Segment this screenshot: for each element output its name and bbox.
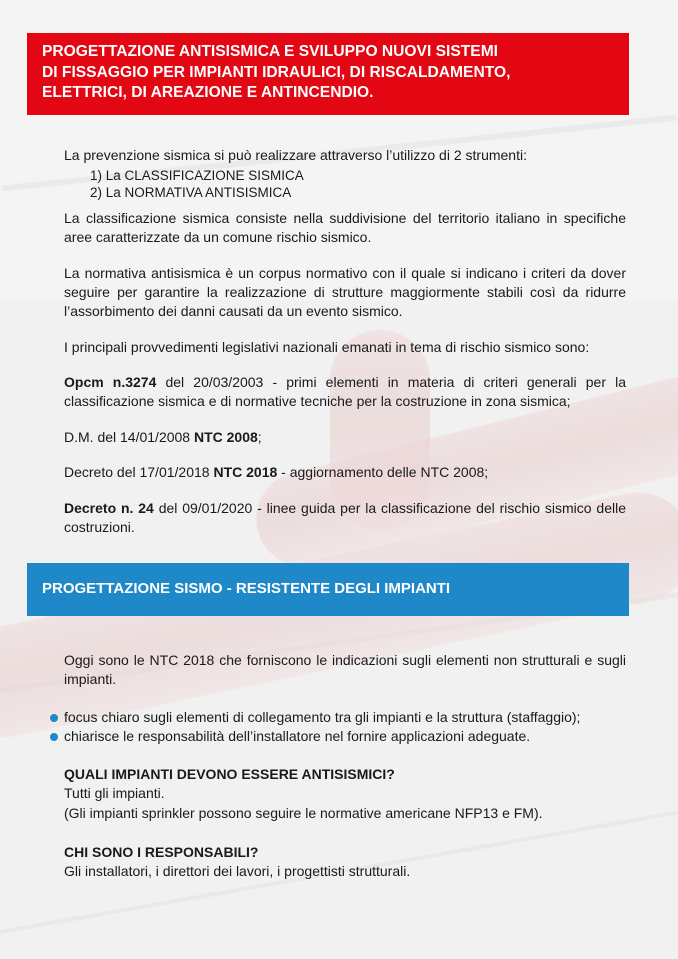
tool-item: 2) La NORMATIVA ANTISISMICA xyxy=(90,185,292,200)
header-line-2: DI FISSAGGIO PER IMPIANTI IDRAULICI, DI RISCALDAMENTO, xyxy=(42,63,511,81)
answer-line: Gli installatori, i direttori dei lavori, i progettisti strutturali. xyxy=(64,863,411,879)
provvedimento-text: del 20/03/2003 - primi elementi in materia di criteri generali per la classificazione sismica e di normative tecniche per la costruzione in zona sismica; xyxy=(64,374,626,409)
tools-list xyxy=(90,167,304,201)
section-title: PROGETTAZIONE SISMO - RESISTENTE DEGLI IMPIANTI xyxy=(42,580,451,597)
provvedimento-bold: Decreto n. 24 xyxy=(64,500,154,516)
intro-paragraph: La prevenzione sismica si può realizzare attraverso l’utilizzo di 2 strumenti: xyxy=(64,147,527,163)
bullet-dot-icon xyxy=(50,733,58,741)
bullet-text: chiarisce le responsabilità dell’installatore nel fornire applicazioni adeguate. xyxy=(64,728,531,744)
tool-item: 1) La CLASSIFICAZIONE SISMICA xyxy=(90,168,304,183)
provvedimento-bold: NTC 2008 xyxy=(193,429,258,445)
section-banner xyxy=(27,563,629,616)
bullet-item xyxy=(50,727,530,746)
normativa-paragraph: La normativa antisismica è un corpus normativo con il quale si indicano i criteri da dover seguire per garantire la realizzazione di strutture maggiormente stabili così da ridurre l’assorbimento dei danni causati da un evento sismico. xyxy=(64,265,626,319)
provvedimento-item xyxy=(64,428,626,447)
provvedimento-item xyxy=(64,499,626,537)
provvedimento-text: del 09/01/2020 - linee guida per la classificazione del rischio sismico delle costruzioni. xyxy=(64,500,626,535)
provvedimento-bold: Opcm n.3274 xyxy=(64,374,157,390)
bullet-dot-icon xyxy=(50,714,58,722)
answer-line: Tutti gli impianti. xyxy=(64,785,165,801)
header-line-1: PROGETTAZIONE ANTISISMICA E SVILUPPO NUOVI SISTEMI xyxy=(42,43,499,60)
provvedimento-pre: D.M. del 14/01/2008 xyxy=(64,429,194,445)
header-banner xyxy=(27,33,629,115)
classification-paragraph: La classificazione sismica consiste nella suddivisione del territorio italiano in specifiche aree caratterizzate da un comune rischio sismico. xyxy=(64,210,626,245)
section-intro: Oggi sono le NTC 2018 che forniscono le indicazioni sugli elementi non strutturali e sugli impianti. xyxy=(64,652,626,687)
bullet-text: focus chiaro sugli elementi di collegamento tra gli impianti e la struttura (staffaggio); xyxy=(64,709,581,725)
provvedimento-item xyxy=(64,463,626,482)
provvedimento-item xyxy=(64,373,626,411)
provvedimento-bold: NTC 2018 xyxy=(213,464,278,480)
provvedimento-pre: Decreto del 17/01/2018 xyxy=(64,464,214,480)
provvedimento-text: ; xyxy=(257,429,262,445)
provvedimenti-intro: I principali provvedimenti legislativi nazionali emanati in tema di rischio sismico sono: xyxy=(64,339,590,355)
answer-line: (Gli impianti sprinkler possono seguire le normative americane NFP13 e FM). xyxy=(64,805,543,821)
bullet-item xyxy=(50,708,580,727)
question-heading: CHI SONO I RESPONSABILI? xyxy=(64,844,259,860)
provvedimento-text: - aggiornamento delle NTC 2008; xyxy=(277,464,489,480)
header-line-3: ELETTRICI, DI AREAZIONE E ANTINCENDIO. xyxy=(42,84,374,101)
question-heading: QUALI IMPIANTI DEVONO ESSERE ANTISISMICI? xyxy=(64,766,395,782)
